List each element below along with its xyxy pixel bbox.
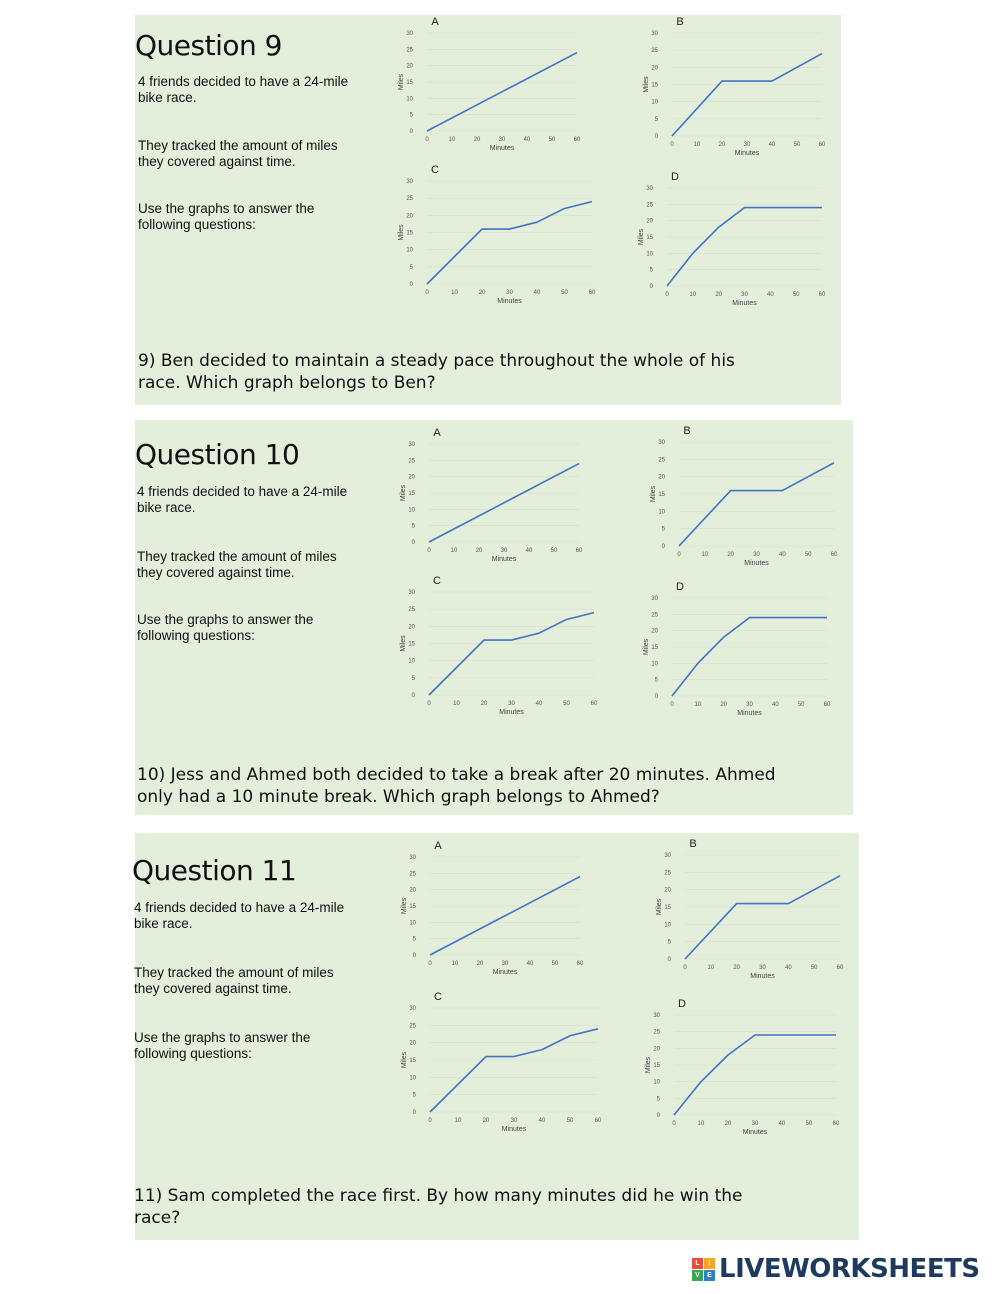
- series-line: [667, 208, 822, 286]
- x-tick-label: 60: [818, 292, 826, 298]
- x-tick-label: 30: [498, 137, 506, 143]
- y-tick-label: 15: [658, 492, 665, 498]
- x-tick-label: 10: [694, 702, 702, 708]
- intro-line: They tracked the amount of miles they covered against time.: [138, 138, 338, 169]
- question-panel-9: [135, 15, 841, 405]
- x-tick-label: 20: [475, 548, 483, 554]
- x-axis-label: Minutes: [742, 1129, 768, 1136]
- y-axis-label: Miles: [398, 73, 405, 91]
- x-tick-label: 20: [718, 142, 726, 148]
- x-tick-label: 50: [793, 142, 801, 148]
- y-tick-label: 10: [406, 247, 413, 254]
- y-tick-label: 0: [667, 957, 671, 963]
- x-tick-label: 40: [538, 1118, 546, 1124]
- x-tick-label: 10: [451, 290, 458, 296]
- x-tick-label: 60: [573, 137, 581, 143]
- x-tick-label: 60: [823, 702, 831, 708]
- graph-d: [642, 997, 854, 1139]
- y-axis-label: Miles: [656, 898, 663, 916]
- x-tick-label: 50: [805, 1121, 813, 1127]
- x-tick-label: 20: [476, 961, 484, 967]
- y-tick-label: 30: [646, 186, 653, 192]
- y-tick-label: 15: [651, 645, 658, 651]
- x-tick-label: 10: [701, 552, 709, 558]
- y-axis-label: Miles: [643, 76, 650, 93]
- graph-c: [397, 574, 612, 719]
- series-line: [427, 53, 577, 131]
- question-text: 11) Sam completed the race first. By how many minutes did he win the race?: [134, 1186, 743, 1228]
- x-axis-label: Minutes: [497, 298, 522, 305]
- graph-c: [395, 163, 610, 308]
- y-tick-label: 5: [656, 1096, 660, 1103]
- x-tick-label: 50: [551, 961, 559, 967]
- y-tick-label: 15: [406, 230, 413, 237]
- y-tick-label: 0: [409, 282, 413, 288]
- x-tick-label: 50: [563, 701, 570, 707]
- series-line: [429, 613, 594, 695]
- intro-line: Use the graphs to answer the following questions:: [137, 612, 314, 643]
- x-tick-label: 40: [766, 292, 774, 298]
- y-tick-label: 20: [653, 1046, 660, 1053]
- x-tick-label: 60: [588, 290, 596, 296]
- series-line: [685, 876, 840, 959]
- logo-letter: E: [704, 1270, 715, 1281]
- x-tick-label: 60: [575, 548, 583, 554]
- y-tick-label: 10: [646, 251, 653, 258]
- graph-title: D: [676, 581, 684, 593]
- y-tick-label: 25: [651, 48, 658, 55]
- x-axis-label: Minutes: [501, 1126, 527, 1133]
- y-axis-label: Miles: [645, 1056, 652, 1074]
- x-tick-label: 40: [535, 701, 543, 707]
- graph-d: [640, 580, 845, 720]
- intro-line: They tracked the amount of miles they covered against time.: [137, 549, 337, 580]
- x-tick-label: 40: [778, 1121, 786, 1127]
- y-tick-label: 10: [664, 922, 671, 929]
- y-tick-label: 5: [411, 523, 415, 530]
- logo-letter: I: [704, 1258, 715, 1269]
- graph-title: B: [676, 16, 684, 28]
- graph-a: [397, 426, 597, 566]
- intro-line: 4 friends decided to have a 24-mile bike race.: [134, 900, 345, 931]
- x-tick-label: 0: [670, 702, 674, 708]
- y-tick-label: 20: [664, 887, 671, 894]
- x-tick-label: 50: [548, 137, 556, 143]
- y-tick-label: 30: [406, 31, 413, 37]
- x-tick-label: 0: [670, 142, 674, 148]
- y-tick-label: 25: [646, 202, 653, 209]
- y-axis-label: Miles: [400, 635, 407, 652]
- y-tick-label: 0: [654, 134, 658, 140]
- x-tick-label: 0: [677, 552, 681, 558]
- y-tick-label: 20: [406, 63, 413, 70]
- x-tick-label: 60: [594, 1118, 602, 1124]
- x-tick-label: 30: [753, 552, 760, 558]
- graph-title: D: [671, 171, 679, 183]
- x-tick-label: 30: [510, 1118, 518, 1124]
- logo-letter: V: [692, 1270, 703, 1281]
- y-tick-label: 25: [406, 196, 413, 203]
- x-tick-label: 10: [451, 961, 459, 967]
- question-panel-10: [135, 420, 853, 815]
- y-tick-label: 10: [651, 99, 658, 106]
- x-tick-label: 20: [720, 702, 728, 708]
- x-tick-label: 10: [707, 965, 715, 971]
- y-tick-label: 25: [651, 612, 658, 619]
- graph-b: [640, 15, 840, 160]
- graph-c: [398, 990, 616, 1136]
- x-tick-label: 10: [693, 142, 701, 148]
- question-text: 10) Jess and Ahmed both decided to take a break after 20 minutes. Ahmed only had a 10 minute break. Which graph belongs to Ahmed?: [137, 765, 776, 807]
- x-tick-label: 0: [425, 137, 429, 143]
- y-axis-label: Miles: [401, 897, 408, 915]
- y-tick-label: 25: [653, 1029, 660, 1036]
- x-tick-label: 40: [778, 552, 786, 558]
- y-tick-label: 5: [409, 112, 413, 119]
- x-tick-label: 50: [810, 965, 818, 971]
- y-tick-label: 10: [409, 920, 416, 927]
- y-tick-label: 15: [409, 1058, 416, 1064]
- y-tick-label: 25: [409, 871, 416, 878]
- y-tick-label: 5: [654, 116, 658, 123]
- y-tick-label: 5: [661, 526, 665, 533]
- y-tick-label: 15: [651, 82, 658, 89]
- y-tick-label: 15: [646, 235, 653, 241]
- y-tick-label: 15: [406, 80, 413, 86]
- x-tick-label: 60: [590, 701, 598, 707]
- y-tick-label: 20: [406, 213, 413, 220]
- x-tick-label: 0: [427, 701, 431, 707]
- y-tick-label: 25: [664, 870, 671, 877]
- x-axis-label: Minutes: [499, 709, 524, 716]
- y-tick-label: 30: [651, 31, 658, 37]
- x-tick-label: 60: [830, 552, 838, 558]
- x-tick-label: 40: [523, 137, 531, 143]
- x-tick-label: 30: [500, 548, 508, 554]
- question-title: Question 11: [132, 854, 297, 887]
- x-axis-label: Minutes: [732, 300, 757, 307]
- y-tick-label: 30: [658, 440, 665, 446]
- x-tick-label: 20: [473, 137, 481, 143]
- x-tick-label: 30: [506, 290, 513, 296]
- x-tick-label: 30: [741, 292, 748, 298]
- x-tick-label: 0: [665, 292, 669, 298]
- question-panel-11: [132, 833, 859, 1240]
- x-tick-label: 30: [746, 702, 753, 708]
- x-tick-label: 20: [727, 552, 735, 558]
- x-tick-label: 0: [428, 961, 432, 967]
- graph-title: C: [434, 991, 442, 1003]
- y-axis-label: Miles: [650, 485, 657, 503]
- y-tick-label: 30: [653, 1013, 660, 1019]
- y-tick-label: 5: [409, 264, 413, 271]
- x-tick-label: 10: [689, 292, 697, 298]
- graph-a: [395, 15, 595, 155]
- x-tick-label: 30: [743, 142, 751, 148]
- y-tick-label: 10: [653, 1079, 660, 1086]
- y-tick-label: 30: [406, 179, 413, 185]
- x-axis-label: Minutes: [737, 710, 762, 717]
- y-tick-label: 0: [409, 129, 413, 135]
- graph-title: D: [678, 998, 686, 1010]
- intro-line: They tracked the amount of miles they covered against time.: [134, 965, 334, 996]
- y-tick-label: 30: [408, 442, 415, 448]
- y-tick-label: 25: [409, 1023, 416, 1030]
- x-tick-label: 40: [526, 961, 534, 967]
- series-line: [672, 54, 822, 136]
- graph-b: [653, 837, 858, 983]
- y-axis-label: Miles: [643, 638, 650, 656]
- y-tick-label: 10: [409, 1075, 416, 1082]
- graph-title: A: [433, 427, 441, 439]
- y-tick-label: 25: [406, 47, 413, 54]
- y-tick-label: 20: [651, 65, 658, 72]
- x-tick-label: 40: [784, 965, 792, 971]
- series-line: [674, 1035, 836, 1115]
- x-tick-label: 0: [672, 1121, 676, 1127]
- series-line: [429, 464, 579, 542]
- y-tick-label: 0: [649, 284, 653, 290]
- x-tick-label: 20: [715, 292, 723, 298]
- x-tick-label: 0: [425, 290, 429, 296]
- y-axis-label: Miles: [400, 484, 407, 502]
- y-tick-label: 25: [408, 458, 415, 465]
- series-line: [430, 877, 580, 955]
- x-tick-label: 20: [478, 290, 486, 296]
- liveworksheets-logo: [692, 1254, 980, 1284]
- graph-title: C: [433, 575, 441, 587]
- y-tick-label: 10: [408, 658, 415, 665]
- x-tick-label: 10: [448, 137, 456, 143]
- y-tick-label: 15: [409, 904, 416, 910]
- y-tick-label: 20: [646, 218, 653, 225]
- graph-d: [635, 170, 840, 310]
- y-tick-label: 10: [651, 661, 658, 668]
- x-tick-label: 40: [533, 290, 541, 296]
- y-tick-label: 5: [667, 939, 671, 946]
- y-tick-label: 0: [412, 1110, 416, 1116]
- series-line: [427, 202, 592, 284]
- y-tick-label: 30: [409, 1006, 416, 1012]
- y-tick-label: 5: [411, 675, 415, 682]
- x-tick-label: 50: [804, 552, 812, 558]
- y-tick-label: 20: [651, 628, 658, 635]
- y-axis-label: Miles: [638, 228, 645, 246]
- x-tick-label: 50: [797, 702, 805, 708]
- x-axis-label: Minutes: [489, 145, 515, 152]
- x-tick-label: 60: [832, 1121, 840, 1127]
- y-tick-label: 30: [651, 596, 658, 602]
- y-tick-label: 15: [408, 641, 415, 648]
- x-tick-label: 40: [771, 702, 779, 708]
- question-title: Question 10: [135, 438, 300, 471]
- y-tick-label: 5: [412, 936, 416, 943]
- y-tick-label: 10: [406, 96, 413, 103]
- graph-a: [398, 839, 598, 979]
- y-tick-label: 0: [654, 694, 658, 700]
- y-tick-label: 30: [409, 855, 416, 861]
- y-tick-label: 25: [408, 607, 415, 614]
- y-tick-label: 25: [658, 457, 665, 464]
- x-tick-label: 30: [508, 701, 515, 707]
- x-axis-label: Minutes: [750, 973, 775, 980]
- x-tick-label: 10: [450, 548, 458, 554]
- x-tick-label: 20: [724, 1121, 732, 1127]
- x-axis-label: Minutes: [492, 969, 518, 976]
- x-axis-label: Minutes: [734, 150, 760, 157]
- intro-line: Use the graphs to answer the following questions:: [134, 1030, 311, 1061]
- y-tick-label: 15: [408, 491, 415, 497]
- y-tick-label: 0: [412, 953, 416, 959]
- question-title: Question 9: [135, 29, 282, 62]
- graph-title: A: [434, 840, 442, 852]
- question-text: 9) Ben decided to maintain a steady pace throughout the whole of his race. Which graph belongs to Ben?: [138, 351, 735, 393]
- x-axis-label: Minutes: [744, 560, 769, 567]
- x-tick-label: 60: [576, 961, 584, 967]
- intro-line: Use the graphs to answer the following questions:: [138, 201, 315, 232]
- y-tick-label: 30: [408, 590, 415, 596]
- x-tick-label: 40: [768, 142, 776, 148]
- x-tick-label: 30: [751, 1121, 759, 1127]
- y-tick-label: 5: [649, 267, 653, 274]
- x-tick-label: 60: [818, 142, 826, 148]
- intro-line: 4 friends decided to have a 24-mile bike race.: [138, 74, 349, 105]
- y-tick-label: 5: [412, 1092, 416, 1099]
- x-tick-label: 20: [480, 701, 488, 707]
- x-axis-label: Minutes: [491, 556, 517, 563]
- y-tick-label: 20: [409, 1040, 416, 1047]
- graph-title: B: [689, 838, 697, 850]
- y-tick-label: 15: [664, 905, 671, 911]
- y-tick-label: 10: [408, 507, 415, 514]
- x-tick-label: 10: [697, 1121, 705, 1127]
- graph-title: A: [431, 16, 439, 28]
- y-axis-label: Miles: [398, 224, 405, 241]
- y-axis-label: Miles: [401, 1051, 408, 1069]
- x-tick-label: 30: [501, 961, 509, 967]
- intro-line: 4 friends decided to have a 24-mile bike race.: [137, 484, 348, 515]
- series-line: [672, 618, 827, 696]
- x-tick-label: 10: [454, 1118, 462, 1124]
- x-tick-label: 20: [733, 965, 741, 971]
- y-tick-label: 5: [654, 677, 658, 684]
- graph-title: B: [683, 425, 691, 437]
- graph-b: [647, 424, 852, 570]
- y-tick-label: 20: [408, 474, 415, 481]
- y-tick-label: 20: [408, 624, 415, 631]
- x-tick-label: 50: [792, 292, 800, 298]
- y-tick-label: 0: [411, 540, 415, 546]
- series-line: [679, 463, 834, 546]
- x-tick-label: 20: [482, 1118, 490, 1124]
- x-tick-label: 60: [836, 965, 844, 971]
- x-tick-label: 10: [453, 701, 460, 707]
- y-tick-label: 20: [658, 474, 665, 481]
- x-tick-label: 50: [566, 1118, 574, 1124]
- x-tick-label: 50: [550, 548, 558, 554]
- logo-letter: L: [692, 1258, 703, 1269]
- series-line: [430, 1029, 598, 1112]
- y-tick-label: 20: [409, 887, 416, 894]
- brand-name: LIVEWORKSHEETS: [719, 1254, 980, 1284]
- x-tick-label: 0: [683, 965, 687, 971]
- y-tick-label: 0: [661, 544, 665, 550]
- y-tick-label: 30: [664, 853, 671, 859]
- x-tick-label: 40: [525, 548, 533, 554]
- x-tick-label: 0: [428, 1118, 432, 1124]
- y-tick-label: 10: [658, 509, 665, 516]
- x-tick-label: 50: [561, 290, 568, 296]
- graph-title: C: [431, 164, 439, 176]
- brand-logo-icon: [692, 1258, 715, 1281]
- y-tick-label: 0: [411, 693, 415, 699]
- x-tick-label: 0: [427, 548, 431, 554]
- y-tick-label: 0: [656, 1113, 660, 1119]
- x-tick-label: 30: [759, 965, 766, 971]
- y-tick-label: 15: [653, 1063, 660, 1069]
